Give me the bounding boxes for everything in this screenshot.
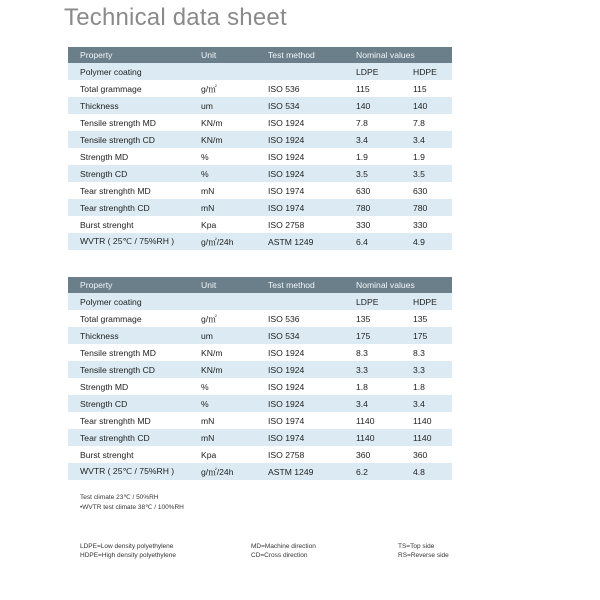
cell-test-method: ISO 536 [256, 310, 344, 327]
cell-unit: Kpa [189, 216, 256, 233]
cell-unit: KN/m [189, 114, 256, 131]
cell-ldpe-value: 3.4 [344, 395, 401, 412]
cell-ldpe-value: 6.4 [344, 233, 401, 250]
cell-property: Strength MD [68, 148, 189, 165]
cell-test-method: ISO 1924 [256, 148, 344, 165]
cell-hdpe-value: 140 [401, 97, 452, 114]
cell-test-method: ISO 1924 [256, 114, 344, 131]
cell-property: Tear strenghth CD [68, 199, 189, 216]
cell-ldpe-value: 630 [344, 182, 401, 199]
cell-unit: Kpa [189, 446, 256, 463]
cell-ldpe-value: LDPE [344, 63, 401, 80]
cell-property: Strength CD [68, 165, 189, 182]
cell-unit: mN [189, 199, 256, 216]
cell-unit: KN/m [189, 131, 256, 148]
cell-ldpe-value: 115 [344, 80, 401, 97]
technical-data-table-1 [68, 47, 452, 250]
header-property: Property [68, 277, 189, 293]
legend-ldpe: LDPE=Low density polyethylene [80, 543, 174, 550]
cell-unit: % [189, 148, 256, 165]
header-test-method: Test method [256, 277, 344, 293]
table-row [68, 97, 452, 114]
cell-property: Total grammage [68, 80, 189, 97]
cell-test-method: ISO 1974 [256, 182, 344, 199]
cell-unit: g/㎡/24h [189, 233, 256, 250]
table-row [68, 293, 452, 310]
cell-ldpe-value: 140 [344, 97, 401, 114]
header-nominal-values: Nominal values [344, 277, 452, 293]
test-notes [80, 493, 184, 513]
cell-hdpe-value: 360 [401, 446, 452, 463]
legend-direction [251, 542, 316, 560]
table-row [68, 131, 452, 148]
cell-ldpe-value: 330 [344, 216, 401, 233]
table-row [68, 182, 452, 199]
table-row [68, 216, 452, 233]
cell-test-method: ISO 2758 [256, 216, 344, 233]
cell-ldpe-value: 7.8 [344, 114, 401, 131]
cell-property: Total grammage [68, 310, 189, 327]
table-row [68, 327, 452, 344]
table-row [68, 446, 452, 463]
legend-rs: RS=Reverse side [398, 552, 449, 559]
table-row [68, 361, 452, 378]
table-row [68, 310, 452, 327]
cell-hdpe-value: 3.3 [401, 361, 452, 378]
cell-ldpe-value: 780 [344, 199, 401, 216]
cell-test-method: ISO 1974 [256, 429, 344, 446]
cell-test-method: ISO 1924 [256, 361, 344, 378]
legend-md: MD=Machine direction [251, 543, 316, 550]
cell-test-method: ASTM 1249 [256, 233, 344, 250]
header-unit: Unit [189, 47, 256, 63]
cell-ldpe-value: LDPE [344, 293, 401, 310]
table-row [68, 344, 452, 361]
cell-unit: mN [189, 182, 256, 199]
cell-test-method: ISO 536 [256, 80, 344, 97]
cell-test-method: ISO 1924 [256, 131, 344, 148]
cell-ldpe-value: 1140 [344, 429, 401, 446]
cell-ldpe-value: 175 [344, 327, 401, 344]
cell-hdpe-value: 1140 [401, 429, 452, 446]
cell-hdpe-value: 3.5 [401, 165, 452, 182]
cell-unit: g/㎡/24h [189, 463, 256, 480]
cell-unit: KN/m [189, 361, 256, 378]
cell-hdpe-value: 3.4 [401, 131, 452, 148]
cell-test-method [256, 63, 344, 80]
cell-ldpe-value: 1.9 [344, 148, 401, 165]
cell-property: Tear strenghth MD [68, 182, 189, 199]
cell-unit: KN/m [189, 344, 256, 361]
cell-property: Thickness [68, 97, 189, 114]
cell-unit [189, 63, 256, 80]
technical-data-table-2 [68, 277, 452, 480]
table-header-row [68, 47, 452, 63]
table-header-row [68, 277, 452, 293]
cell-unit: mN [189, 429, 256, 446]
note-wvtr-climate: •WVTR test climate 38℃ / 100%RH [80, 504, 184, 511]
legend-side [398, 542, 449, 560]
cell-property: Tensile strength MD [68, 114, 189, 131]
cell-ldpe-value: 6.2 [344, 463, 401, 480]
cell-hdpe-value: HDPE [401, 63, 452, 80]
cell-hdpe-value: 115 [401, 80, 452, 97]
header-unit: Unit [189, 277, 256, 293]
cell-property: WVTR ( 25℃ / 75%RH ) [68, 463, 189, 480]
cell-test-method: ASTM 1249 [256, 463, 344, 480]
page-title: Technical data sheet [64, 4, 287, 31]
cell-test-method: ISO 1924 [256, 344, 344, 361]
cell-property: Polymer coating [68, 63, 189, 80]
cell-property: Tear strenghth MD [68, 412, 189, 429]
cell-test-method: ISO 1974 [256, 412, 344, 429]
table-row [68, 165, 452, 182]
cell-unit: mN [189, 412, 256, 429]
cell-hdpe-value: 7.8 [401, 114, 452, 131]
cell-unit: % [189, 395, 256, 412]
cell-hdpe-value: 3.4 [401, 395, 452, 412]
cell-ldpe-value: 135 [344, 310, 401, 327]
cell-property: Burst strenght [68, 446, 189, 463]
cell-test-method: ISO 1924 [256, 165, 344, 182]
cell-ldpe-value: 1.8 [344, 378, 401, 395]
cell-unit: um [189, 327, 256, 344]
header-test-method: Test method [256, 47, 344, 63]
cell-ldpe-value: 1140 [344, 412, 401, 429]
cell-hdpe-value: 8.3 [401, 344, 452, 361]
cell-ldpe-value: 360 [344, 446, 401, 463]
cell-hdpe-value: 1.9 [401, 148, 452, 165]
cell-test-method: ISO 1974 [256, 199, 344, 216]
cell-unit: g/㎡ [189, 310, 256, 327]
cell-unit: % [189, 165, 256, 182]
cell-hdpe-value: 1.8 [401, 378, 452, 395]
cell-property: Tensile strength CD [68, 131, 189, 148]
cell-test-method [256, 293, 344, 310]
cell-property: Strength MD [68, 378, 189, 395]
table-row [68, 429, 452, 446]
cell-hdpe-value: 175 [401, 327, 452, 344]
cell-hdpe-value: 330 [401, 216, 452, 233]
cell-hdpe-value: 4.8 [401, 463, 452, 480]
table-row [68, 148, 452, 165]
cell-property: Burst strenght [68, 216, 189, 233]
cell-unit: g/㎡ [189, 80, 256, 97]
cell-hdpe-value: 135 [401, 310, 452, 327]
cell-property: Tear strenghth CD [68, 429, 189, 446]
legend-polyethylene [80, 542, 176, 560]
cell-property: Tensile strength MD [68, 344, 189, 361]
cell-unit: % [189, 378, 256, 395]
cell-hdpe-value: 1140 [401, 412, 452, 429]
legend-hdpe: HDPE=High density polyethylene [80, 552, 176, 559]
cell-ldpe-value: 3.4 [344, 131, 401, 148]
table-row [68, 395, 452, 412]
cell-property: Strength CD [68, 395, 189, 412]
cell-test-method: ISO 1924 [256, 378, 344, 395]
cell-test-method: ISO 534 [256, 327, 344, 344]
legend-cd: CD=Cross direction [251, 552, 308, 559]
cell-hdpe-value: 4.9 [401, 233, 452, 250]
table-row [68, 378, 452, 395]
cell-ldpe-value: 8.3 [344, 344, 401, 361]
table-row [68, 80, 452, 97]
table-row [68, 463, 452, 480]
table-row [68, 233, 452, 250]
cell-property: Tensile strength CD [68, 361, 189, 378]
cell-test-method: ISO 534 [256, 97, 344, 114]
cell-property: Thickness [68, 327, 189, 344]
cell-test-method: ISO 2758 [256, 446, 344, 463]
table-row [68, 199, 452, 216]
cell-property: WVTR ( 25℃ / 75%RH ) [68, 233, 189, 250]
cell-hdpe-value: 630 [401, 182, 452, 199]
cell-hdpe-value: HDPE [401, 293, 452, 310]
cell-ldpe-value: 3.5 [344, 165, 401, 182]
cell-hdpe-value: 780 [401, 199, 452, 216]
cell-property: Polymer coating [68, 293, 189, 310]
note-test-climate: Test climate 23℃ / 50%RH [80, 494, 159, 501]
cell-unit [189, 293, 256, 310]
table-row [68, 412, 452, 429]
cell-test-method: ISO 1924 [256, 395, 344, 412]
legend-ts: TS=Top side [398, 543, 435, 550]
cell-unit: um [189, 97, 256, 114]
header-nominal-values: Nominal values [344, 47, 452, 63]
table-row [68, 63, 452, 80]
header-property: Property [68, 47, 189, 63]
table-row [68, 114, 452, 131]
cell-ldpe-value: 3.3 [344, 361, 401, 378]
